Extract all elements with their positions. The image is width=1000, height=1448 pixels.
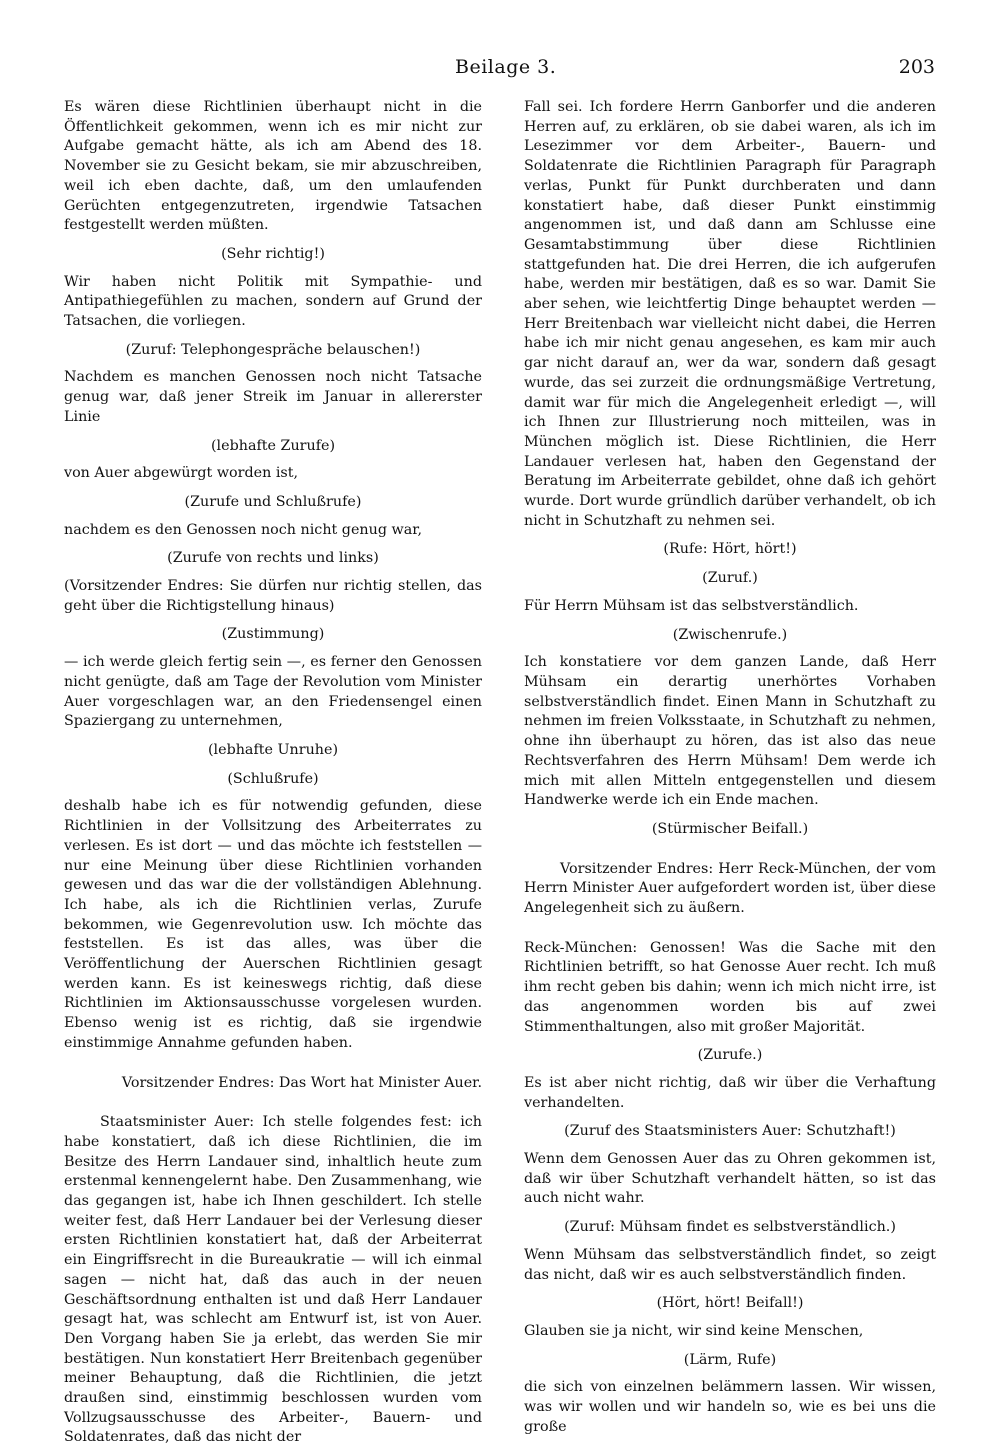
- page-header-title: Beilage 3.: [455, 56, 557, 78]
- interjection: (Stürmischer Beifall.): [651, 820, 809, 837]
- paragraph: Für Herrn Mühsam ist das selbstverständlich.: [524, 597, 859, 614]
- interjection: (Zwischenrufe.): [672, 626, 788, 643]
- paragraph: Fall sei. Ich fordere Herrn Ganborfer und die anderen Herren auf, zu erklären, ob sie dabei waren, als ich im Lesezimmer vor dem Arbeiter-, Bauern- und Soldatenrate die Richtlinien Paragraph für Paragraph verlas, Punkt für Punkt durchberaten und dann konstatiert habe, daß dieser Punkt einstimmig angenommen ist, und daß dann am Schlusse eine Gesamtabstimmung über diese Richtlinien stattgefunden hat. Die drei Herren, die ich aufgerufen habe, werden mir bestätigen, daß es so war. Damit Sie aber sehen, wie leichtfertig Dinge behauptet werden — Herr Breitenbach war vielleicht nicht dabei, die Herren habe ich mir nicht genau angesehen, es kam mir auch gar nicht darauf an, wer da war, sondern daß gesagt wurde, das sei zurzeit die ordnungsmäßige Vertretung, damit war für mich die Angelegenheit erledigt —, will ich Ihnen zur Illustrierung noch mitteilen, was in München möglich ist. Diese Richtlinien, die Herr Landauer verlesen hat, haben den Gegenstand der Beratung im Arbeiterrate gebildet, ohne daß ich gehört wurde. Dort wurde gründlich darüber verhandelt, ob ich nicht in Schutzhaft zu nehmen sei.: [524, 99, 936, 529]
- paragraph: Wenn dem Genossen Auer das zu Ohren gekommen ist, daß wir über Schutzhaft verhandelt hätten, so ist das auch nicht wahr.: [524, 1151, 936, 1207]
- interjection: (Schlußrufe): [227, 770, 319, 787]
- interjection: (Rufe: Hört, hört!): [663, 541, 797, 558]
- interjection: (Zustimmung): [221, 626, 325, 643]
- interjection: (Zurufe von rechts und links): [167, 550, 379, 567]
- chair-paragraph: Vorsitzender Endres: Herr Reck-München, der vom Herrn Minister Auer aufgefordert worden ist, über diese Angelegenheit sich zu äußern.: [524, 860, 936, 917]
- paragraph: Es ist aber nicht richtig, daß wir über die Verhaftung verhandelten.: [524, 1074, 936, 1111]
- interjection: (lebhafte Unruhe): [207, 741, 339, 758]
- right-column: [524, 98, 936, 1437]
- paragraph: Nachdem es manchen Genossen noch nicht Tatsache genug war, daß jener Streik im Januar in allererster Linie: [64, 369, 482, 425]
- speech-paragraph: Staatsminister Auer: Ich stelle folgendes fest: ich habe konstatiert, daß ich diese Richtlinien, die im Besitze des Herrn Landauer sind, inhaltlich heute zum erstenmal kennengelernt habe. Den Zusammenhang, wie das gegangen ist, habe ich Ihnen geschildert. Ich stelle weiter fest, daß Herr Landauer bei der Verlesung dieser ersten Richtlinien konstatiert hat, daß der Arbeiterrat ein Eingriffsrecht in die Bureaukratie — will ich einmal sagen — nicht hat, daß das auch in der neuen Geschäftsordnung enthalten ist und daß Herr Landauer gesagt hat, was schlecht am Entwurf ist, ist von Auer. Den Vorgang haben Sie ja erlebt, das werden Sie mir bestätigen. Nun konstatiert Herr Breitenbach gegenüber meiner Behauptung, daß die Richtlinien, die jetzt draußen sind, einstimmig beschlossen wurden vom Vollzugsausschusse des Arbeiter-, Bauern- und Soldatenrates, daß das nicht der: [64, 1114, 482, 1446]
- speaker-line: Vorsitzender Endres: Das Wort hat Minister Auer.: [121, 1074, 482, 1091]
- paragraph: von Auer abgewürgt worden ist,: [64, 465, 299, 482]
- interjection: (Zurufe und Schlußrufe): [184, 493, 362, 510]
- interjection: (Zuruf des Staatsministers Auer: Schutzhaft!): [564, 1123, 896, 1140]
- interjection: (Zurufe.): [697, 1047, 763, 1064]
- paragraph: — ich werde gleich fertig sein —, es ferner den Genossen nicht genügte, daß am Tage der Revolution vom Minister Auer vorgeschlagen war, an den Friedensengel einen Spaziergang zu unternehmen,: [64, 654, 482, 730]
- interjection: (Zuruf: Mühsam findet es selbstverständlich.): [564, 1219, 896, 1236]
- page-number: 203: [898, 56, 935, 78]
- interjection: (Zuruf.): [702, 570, 758, 587]
- paragraph: nachdem es den Genossen noch nicht genug war,: [64, 521, 423, 538]
- paragraph: Es wären diese Richtlinien überhaupt nicht in die Öffentlichkeit gekommen, wenn ich es mir nicht zur Aufgabe gemacht hätte, als ich am Abend des 18. November sie zu Gesicht bekam, sie mir abzuschreiben, weil ich eben dachte, daß, um den umlaufenden Gerüchten entgegenzutreten, irgendwie Tatsachen festgestellt werden müßten.: [64, 99, 482, 234]
- interjection: (Sehr richtig!): [221, 245, 325, 262]
- interjection: (lebhafte Zurufe): [210, 437, 336, 454]
- interjection: (Lärm, Rufe): [683, 1351, 777, 1368]
- paragraph: deshalb habe ich es für notwendig gefunden, diese Richtlinien in der Vollsitzung des Arbeiterrates zu verlesen. Es ist dort — und das möchte ich feststellen — nur eine Meinung über diese Richtlinien vorhanden gewesen und das war die der vollständigen Ablehnung. Ich habe, als ich die Richtlinien verlas, Zurufe bekommen, wie Gegenrevolution usw. Ich möchte das feststellen. Es ist das alles, was über die Veröffentlichung der Auerschen Richtlinien gesagt werden kann. Es ist keineswegs richtig, daß diese Richtlinien im Aktionsausschusse vorgelesen wurden. Ebenso wenig ist es richtig, daß sie irgendwie einstimmige Annahme gefunden haben.: [64, 798, 482, 1051]
- chair-remark: (Vorsitzender Endres: Sie dürfen nur richtig stellen, das geht über die Richtigstellung hinaus): [64, 578, 482, 614]
- paragraph: Wenn Mühsam das selbstverständlich findet, so zeigt das nicht, daß wir es auch selbstverständlich finden.: [524, 1246, 936, 1283]
- left-column: [64, 98, 482, 1448]
- interjection: (Hört, hört! Beifall!): [656, 1295, 804, 1312]
- paragraph: Wir haben nicht Politik mit Sympathie- und Antipathiegefühlen zu machen, sondern auf Grund der Tatsachen, die vorliegen.: [64, 273, 482, 330]
- paragraph: Glauben sie ja nicht, wir sind keine Menschen,: [524, 1322, 864, 1339]
- paragraph: die sich von einzelnen belämmern lassen. Wir wissen, was wir wollen und wir handeln so, wie es bei uns die große: [524, 1379, 936, 1435]
- speech-paragraph: Reck-München: Genossen! Was die Sache mit den Richtlinien betrifft, so hat Genosse Auer recht. Ich muß ihm recht geben bis dahin; wenn ich mich nicht irre, ist das angenommen worden bis auf zwei Stimmenthaltungen, also mit großer Majorität.: [524, 939, 936, 1035]
- interjection: (Zuruf: Telephongespräche belauschen!): [125, 341, 421, 358]
- paragraph: Ich konstatiere vor dem ganzen Lande, daß Herr Mühsam ein derartig unerhörtes Vorhaben selbstverständlich findet. Einen Mann in Schutzhaft zu nehmen im freien Volksstaate, in Schutzhaft zu nehmen, ohne ihn überhaupt zu hören, das ist also das neue Rechtsverfahren des Herrn Mühsam! Dem werde ich mich mit allen Mitteln entgegenstellen und diesem Handwerke werde ich ein Ende machen.: [524, 654, 936, 809]
